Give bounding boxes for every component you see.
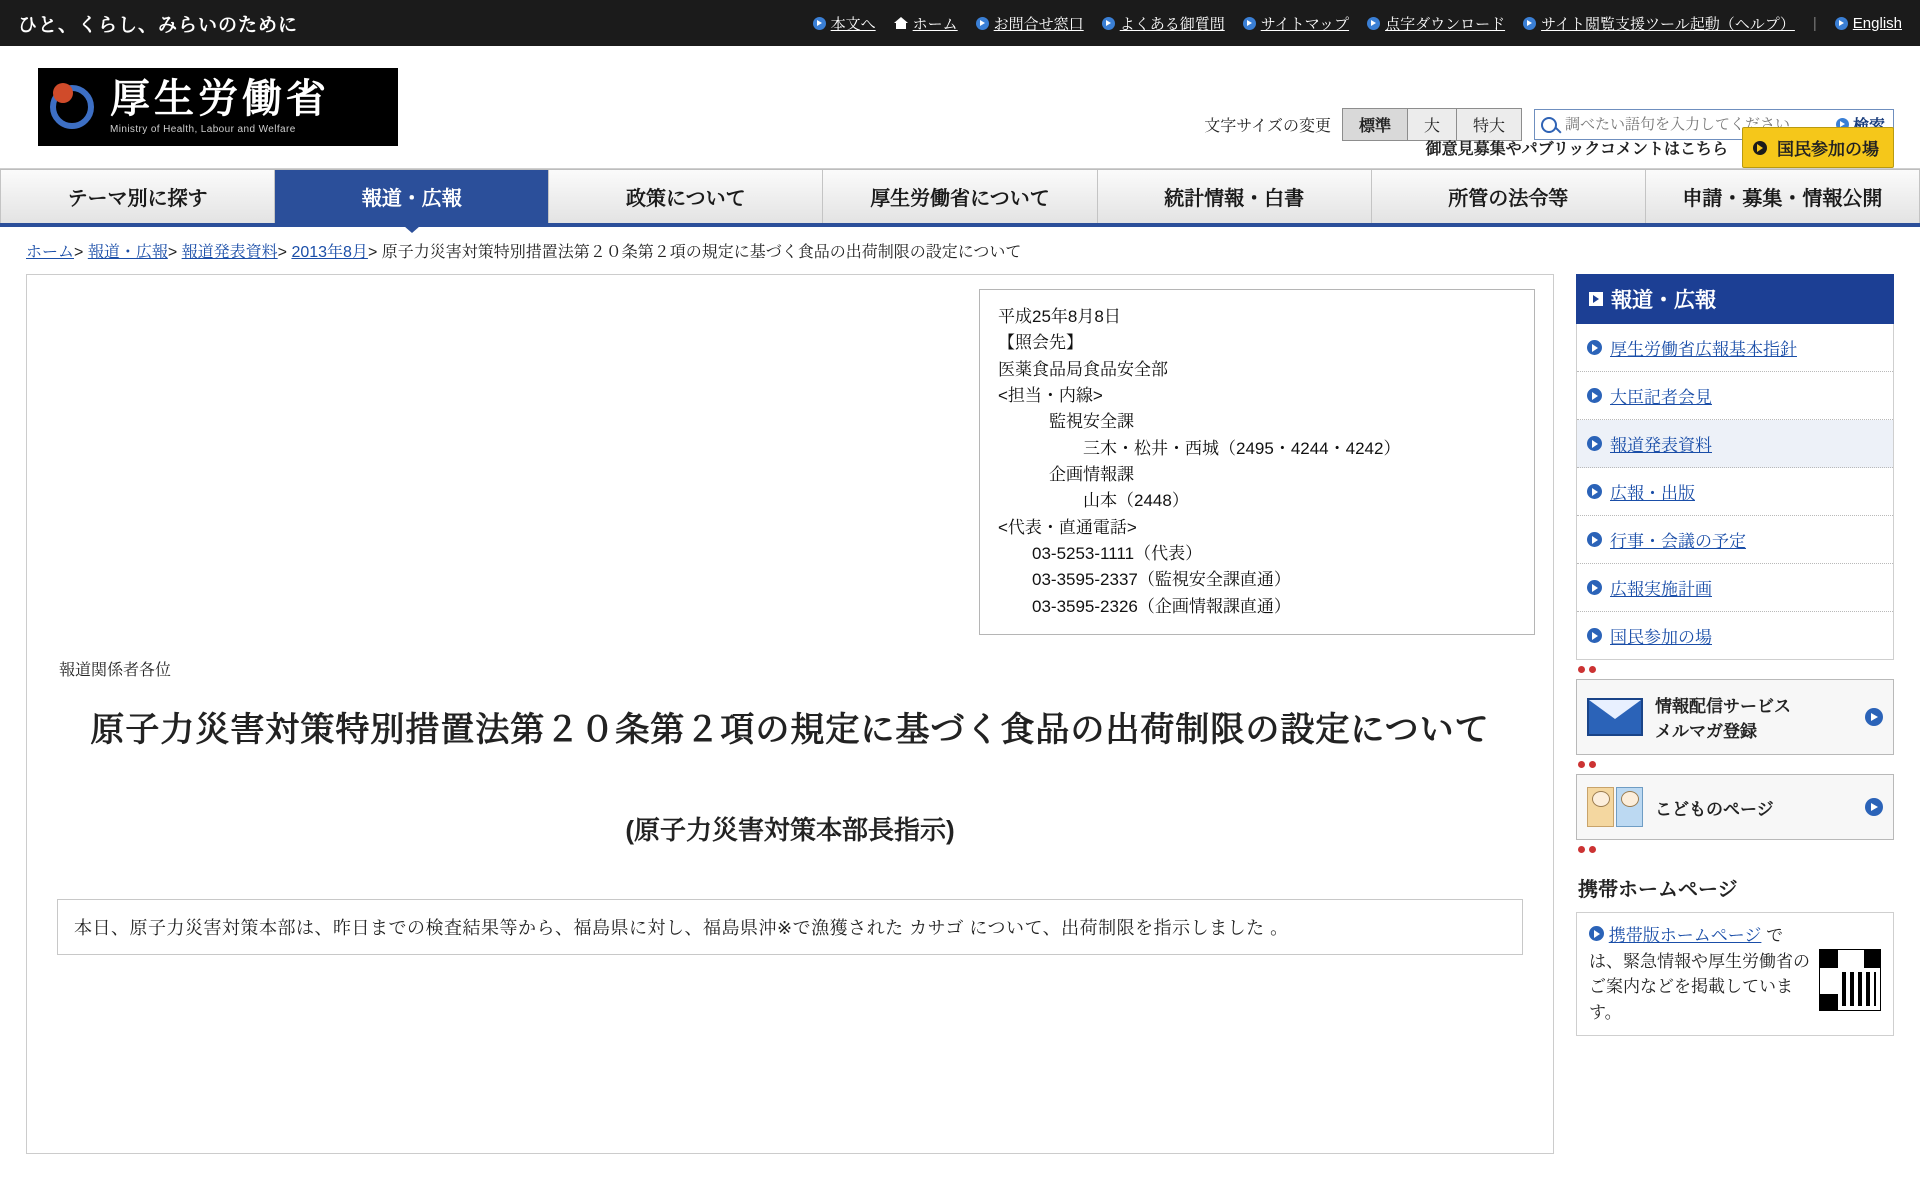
utility-link-label[interactable]: 点字ダウンロード [1385,15,1506,33]
nav-item-press[interactable]: 報道・広報 [275,170,549,223]
text-size-label: 文字サイズの変更 [1204,118,1331,135]
utility-link-label[interactable]: ホーム [912,15,958,33]
arrow-icon [1587,532,1602,547]
utility-link-assist-tool[interactable] [1523,13,1795,34]
main-content [26,274,1554,1154]
contact-line: 三木・松井・西城（2495・4244・4242） [998,438,1401,458]
utility-link-honbun[interactable] [813,13,876,34]
contact-line: <代表・直通電話> [998,517,1137,537]
text-size-standard-button[interactable]: 標準 [1342,108,1408,141]
sidebar-item-label[interactable]: 報道発表資料 [1610,436,1712,455]
nav-item-laws[interactable]: 所管の法令等 [1372,170,1646,223]
site-slogan: ひと、くらし、みらいのために [18,14,299,36]
breadcrumb-current: 原子力災害対策特別措置法第２０条第２項の規定に基づく食品の出荷制限の設定について [381,244,1022,261]
arrow-square-icon [1589,292,1603,306]
breadcrumb-separator: > [167,244,178,261]
page-layout [0,274,1920,1154]
arrow-icon [1523,17,1536,30]
nav-item-statistics[interactable]: 統計情報・白書 [1098,170,1372,223]
sidebar-item-events[interactable] [1577,516,1893,564]
utility-bar [0,0,1920,46]
arrow-icon [1102,17,1115,30]
text-size-large-button[interactable]: 大 [1407,108,1457,141]
qr-code-image [1819,949,1881,1011]
contact-line: 監視安全課 [998,412,1134,432]
contact-line: 医薬食品局食品安全部 [998,359,1168,379]
arrow-icon [1835,17,1848,30]
decorative-dots [1576,755,1894,774]
arrow-icon [1587,580,1602,595]
decorative-dots [1576,660,1894,679]
mobile-site-link[interactable]: 携帯版ホームページ [1608,926,1762,945]
public-participation-button[interactable]: 国民参加の場 [1742,127,1894,168]
breadcrumb-separator: > [277,244,287,261]
utility-link-label[interactable]: サイトマップ [1260,15,1350,33]
public-comment-text: 御意見募集やパブリックコメントはこちら [1425,141,1728,158]
breadcrumb [0,227,1920,274]
nav-item-themes[interactable]: テーマ別に探す [0,170,275,223]
site-logo[interactable] [38,68,398,146]
sidebar-item-label[interactable]: 大臣記者会見 [1610,388,1712,407]
banner-mail-service[interactable] [1576,679,1894,755]
sidebar-item-public-participation[interactable] [1577,612,1893,659]
notice-box: 本日、原子力災害対策本部は、昨日までの検査結果等から、福島県に対し、福島県沖※で漁獲された カサゴ について、出荷制限を指示しました 。 [57,899,1523,955]
contact-line: 【照会先】 [998,333,1083,353]
utility-link-sitemap[interactable] [1243,13,1349,34]
arrow-icon [813,17,826,30]
utility-link-label[interactable]: English [1852,14,1902,32]
breadcrumb-item-month[interactable]: 2013年8月 [291,244,368,261]
site-header [0,46,1920,169]
contact-line: 平成25年8月8日 [998,307,1121,326]
sidebar-heading [1576,274,1894,324]
contact-info-box [979,289,1535,635]
utility-link-english[interactable] [1835,15,1902,32]
utility-link-label[interactable]: サイト閲覧支援ツール起動（ヘルプ） [1541,15,1795,33]
arrow-icon [1587,340,1602,355]
utility-link-contact[interactable] [976,13,1084,34]
nav-item-policy[interactable]: 政策について [549,170,823,223]
sidebar-list [1576,324,1894,660]
logo-text-en: Ministry of Health, Labour and Welfare [110,124,296,135]
text-size-extra-large-button[interactable]: 特大 [1456,108,1522,141]
utility-link-label[interactable]: お問合せ窓口 [993,15,1084,33]
utility-link-label[interactable]: よくある御質問 [1119,15,1225,33]
home-icon [894,17,908,29]
divider: | [1812,14,1817,32]
ministry-emblem-icon [48,79,100,135]
utility-links [813,13,1902,34]
sidebar-item-label[interactable]: 行事・会議の予定 [1610,532,1746,551]
arrow-icon [1587,436,1602,451]
contact-line: 企画情報課 [998,465,1134,485]
contact-line: 03-5253-1111（代表） [998,544,1203,564]
breadcrumb-item-releases[interactable]: 報道発表資料 [181,244,278,261]
arrow-icon [1587,388,1602,403]
page-title: 原子力災害対策特別措置法第２０条第２項の規定に基づく食品の出荷制限の設定について [90,711,1490,750]
arrow-icon [1589,926,1604,941]
banner-line2: メルマガ登録 [1655,722,1757,741]
logo-text-jp: 厚生労働省 [110,76,330,122]
nav-item-applications[interactable]: 申請・募集・情報公開 [1646,170,1920,223]
banner-line1: 情報配信サービス [1655,697,1791,716]
utility-link-braille[interactable] [1367,13,1505,34]
arrow-icon [976,17,989,30]
arrow-icon [1367,17,1380,30]
envelope-icon [1587,698,1643,736]
sidebar-heading-label: 報道・広報 [1611,289,1716,312]
mobile-section-box [1576,912,1894,1036]
breadcrumb-separator: > [74,244,84,261]
sidebar-item-label[interactable]: 広報実施計画 [1610,580,1712,599]
sidebar-item-label[interactable]: 国民参加の場 [1610,628,1712,647]
breadcrumb-item-home[interactable]: ホーム [26,244,75,261]
utility-link-faq[interactable] [1102,13,1225,34]
sidebar-item-pr-publications[interactable] [1577,468,1893,516]
breadcrumb-item-press[interactable]: 報道・広報 [87,244,168,261]
utility-link-home[interactable] [894,13,958,34]
document-subtitle: (原子力災害対策本部長指示) [625,815,955,846]
sidebar-item-press-releases[interactable] [1577,420,1893,468]
arrow-icon [1243,17,1256,30]
global-navigation [0,169,1920,227]
breadcrumb-separator: > [367,244,378,261]
sidebar-item-pr-policy[interactable] [1577,324,1893,372]
banner-kids-page[interactable] [1576,774,1894,840]
sidebar-item-minister-press[interactable] [1577,372,1893,420]
contact-line: <担当・内線> [998,386,1103,406]
arrow-icon [1865,708,1883,726]
arrow-icon [1865,798,1883,816]
children-icon [1587,787,1643,827]
mobile-section-heading: 携帯ホームページ [1578,879,1738,901]
arrow-icon [1587,628,1602,643]
sidebar [1576,274,1894,1036]
public-comment-area [1426,127,1894,168]
decorative-dots [1576,840,1894,859]
nav-item-about[interactable]: 厚生労働省について [823,170,1097,223]
contact-line: 03-3595-2337（監視安全課直通） [998,570,1291,590]
utility-link-label[interactable]: 本文へ [830,15,876,33]
banner-line1: こどものページ [1655,799,1774,819]
contact-line: 03-3595-2326（企画情報課直通） [998,596,1291,616]
sidebar-item-pr-plan[interactable] [1577,564,1893,612]
sidebar-item-label[interactable]: 厚生労働省広報基本指針 [1610,340,1797,359]
mobile-site-text: では、緊急情報や厚生労働省のご案内などを掲載しています。 [1589,926,1810,1022]
addressee-text: 報道関係者各位 [59,662,172,680]
arrow-icon [1587,484,1602,499]
contact-line: 山本（2448） [998,491,1189,511]
sidebar-item-label[interactable]: 広報・出版 [1610,484,1695,503]
